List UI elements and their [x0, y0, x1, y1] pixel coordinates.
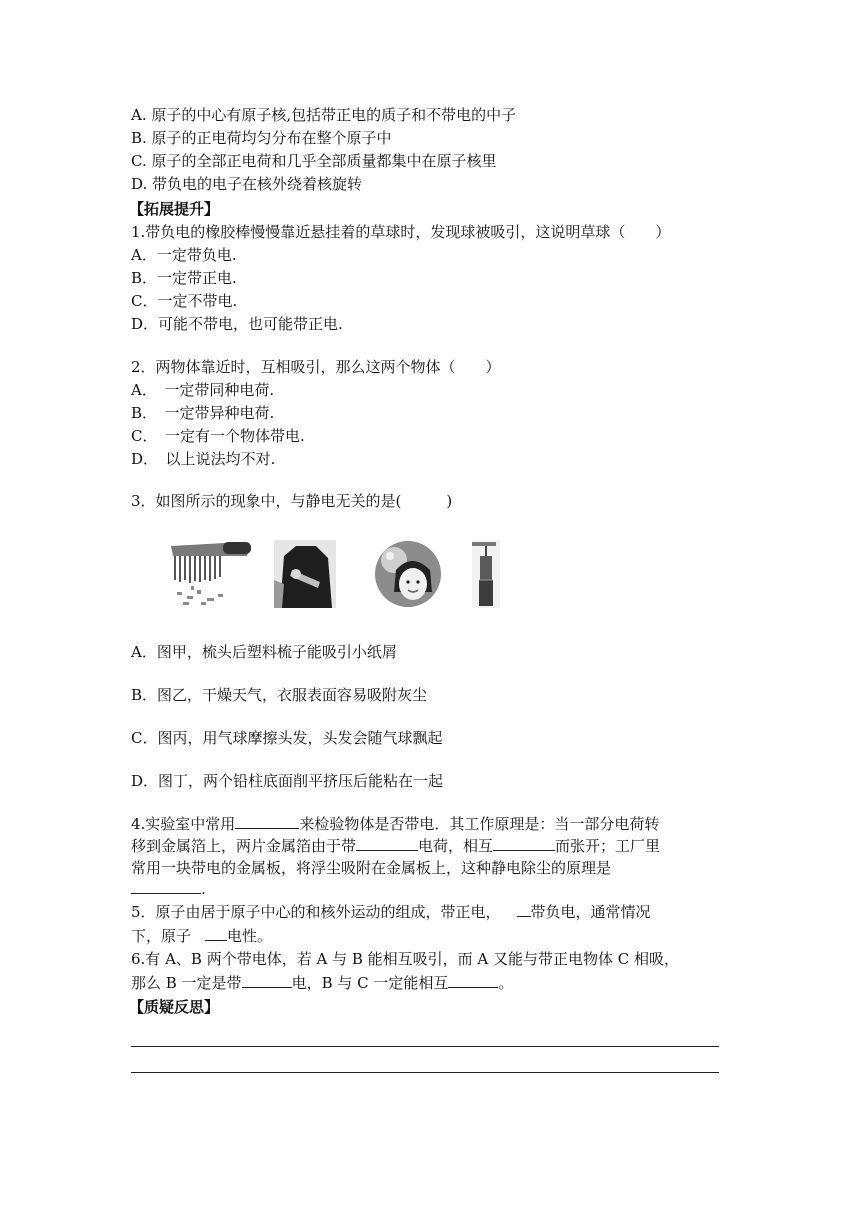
question-6-text: 。	[498, 974, 514, 992]
question-4-line-3: 常用一块带电的金属板，将浮尘吸附在金属板上，这种静电除尘的原理是	[131, 859, 612, 877]
question-5-text: 带负电，通常情况	[530, 903, 651, 921]
question-6-line-2	[131, 973, 513, 993]
question-5-line-1	[131, 902, 651, 922]
question-4-line-4	[131, 879, 206, 899]
question-4-text: .	[201, 880, 206, 898]
question-1-option-d: D．可能不带电，也可能带正电.	[131, 315, 343, 333]
clothes-image	[274, 540, 336, 608]
answer-blank[interactable]	[356, 836, 418, 851]
question-2-option-d: D． 以上说法均不对.	[131, 450, 276, 468]
answer-blank[interactable]	[235, 814, 299, 829]
answer-blank[interactable]	[448, 973, 498, 988]
question-2-stem: 2．两物体靠近时，互相吸引，那么这两个物体（ ）	[131, 358, 501, 376]
answer-blank[interactable]	[493, 836, 555, 851]
option-d-text: D. 带负电的电子在核外绕着核旋转	[131, 175, 363, 193]
question-5-text: 5．原子由居于原子中心的和核外运动的组成，带正电，	[131, 903, 501, 921]
question-1-option-a: A．一定带负电.	[131, 246, 237, 264]
question-4-text: 而张开；工厂里	[555, 837, 661, 855]
question-5-text: 电性。	[227, 927, 273, 945]
section-heading-expand: 【拓展提升】	[129, 200, 220, 218]
answer-rule-1[interactable]	[131, 1046, 719, 1047]
question-6-text: 那么 B 一定是带	[131, 974, 242, 992]
balloon-hair-image	[374, 540, 442, 608]
question-3-option-b: B．图乙，干燥天气，衣服表面容易吸附灰尘	[131, 686, 428, 704]
answer-blank[interactable]	[242, 973, 292, 988]
question-4-text: 来检验物体是否带电．其工作原理是：当一部分电荷转	[299, 815, 660, 833]
question-5-line-2	[131, 926, 272, 946]
question-2-option-a: A． 一定带同种电荷.	[131, 381, 275, 399]
question-1-stem: 1.带负电的橡胶棒慢慢靠近悬挂着的草球时，发现球被吸引，这说明草球（ ）	[131, 223, 671, 241]
option-c-text: C. 原子的全部正电荷和几乎全部质量都集中在原子核里	[131, 152, 497, 170]
lead-cylinder-image	[472, 540, 500, 608]
section-heading-reflect: 【质疑反思】	[129, 998, 220, 1016]
question-2-option-b: B． 一定带异种电荷.	[131, 404, 275, 422]
option-a-text: A. 原子的中心有原子核,包括带正电的质子和不带电的中子	[131, 106, 517, 124]
question-4-line-2	[131, 836, 660, 856]
question-3-option-c: C．图丙，用气球摩擦头发，头发会随气球飘起	[131, 729, 443, 747]
question-2-option-c: C． 一定有一个物体带电.	[131, 427, 305, 445]
option-b-text: B. 原子的正电荷均匀分布在整个原子中	[131, 129, 392, 147]
answer-blank[interactable]	[205, 926, 227, 941]
question-1-option-c: C．一定不带电.	[131, 292, 238, 310]
question-3-option-d: D．图丁，两个铅柱底面削平挤压后能粘在一起	[131, 772, 444, 790]
question-4-text: 电荷，相互	[418, 837, 494, 855]
question-6-line-1: 6.有 A、B 两个带电体，若 A 与 B 能相互吸引，而 A 又能与带正电物体 C 相吸，	[131, 950, 680, 968]
question-4-text: 移到金属箔上，两片金属箔由于带	[131, 837, 357, 855]
answer-blank[interactable]	[131, 879, 201, 894]
question-4-line-1	[131, 814, 659, 834]
question-4-text: 4.实验室中常用	[131, 815, 236, 833]
answer-rule-2[interactable]	[131, 1072, 719, 1073]
answer-blank[interactable]	[517, 902, 531, 917]
question-3-stem: 3．如图所示的现象中，与静电无关的是( )	[131, 492, 453, 510]
question-5-text: 下，原子	[131, 927, 192, 945]
question-3-option-a: A．图甲，梳头后塑料梳子能吸引小纸屑	[131, 643, 397, 661]
question-1-option-b: B．一定带正电.	[131, 269, 237, 287]
comb-image	[163, 540, 253, 608]
question-6-text: 电，B 与 C 一定能相互	[291, 974, 449, 992]
